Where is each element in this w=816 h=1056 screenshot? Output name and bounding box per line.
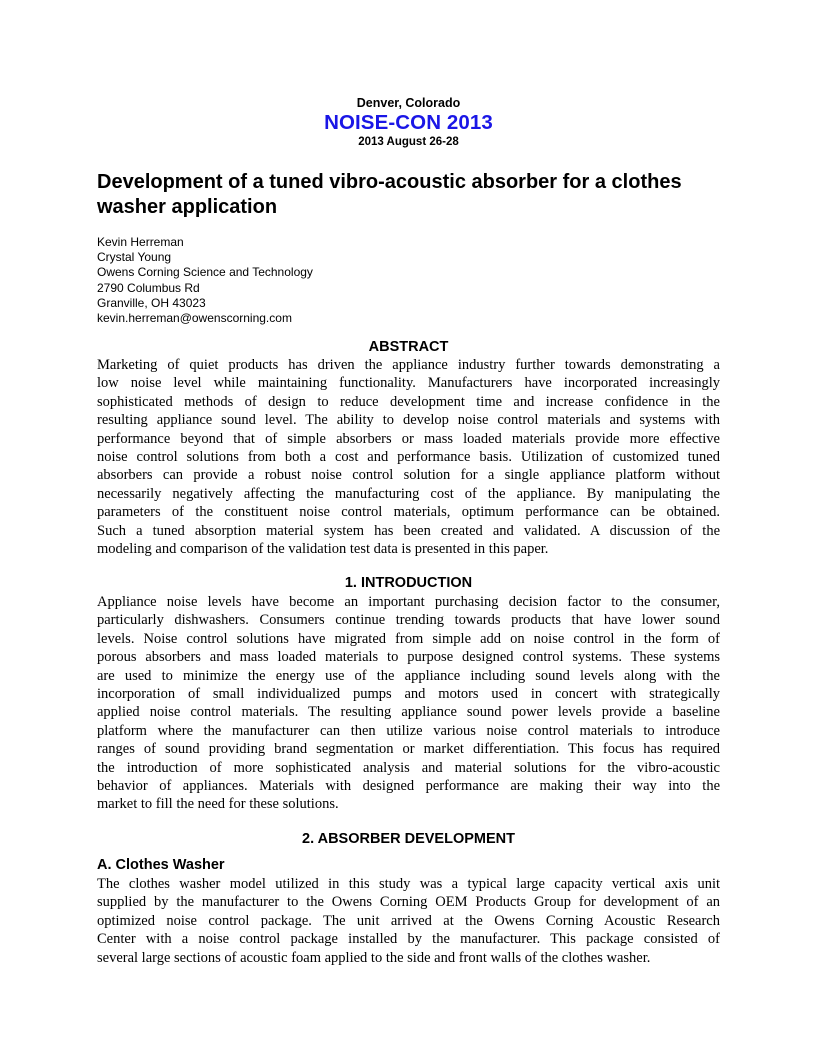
introduction-line: particularly dishwashers. Consumers continue trending towards products that have lower sound <box>97 612 720 629</box>
author-name: Kevin Herreman <box>97 235 184 249</box>
clothes-washer-line: several large sections of acoustic foam applied to the side and front walls of the clothes washer. <box>97 949 651 966</box>
introduction-line: behavior of appliances. Materials with designed performance are making their way into the <box>97 778 720 795</box>
paper-title-line: Development of a tuned vibro-acoustic absorber for a clothes <box>97 171 682 193</box>
author-email[interactable]: kevin.herreman@owenscorning.com <box>97 311 292 326</box>
abstract-line: noise control solutions from both a cost and performance basis. Utilization of customized tuned <box>97 449 720 466</box>
conference-dates: 2013 August 26-28 <box>358 136 459 148</box>
introduction-line: incorporation of small individualized pumps and motors used in concert with strategically <box>97 686 720 703</box>
introduction-line: applied noise control materials. The resulting appliance sound power levels provide a baseline <box>97 704 720 721</box>
clothes-washer-line: optimized noise control package. The unit arrived at the Owens Corning Acoustic Research <box>97 912 720 929</box>
introduction-line: market to fill the need for these solutions. <box>97 796 339 813</box>
clothes-washer-body <box>97 875 720 967</box>
abstract-line: Such a tuned absorption material system has been created and validated. A discussion of the <box>97 522 720 539</box>
introduction-line: the introduction of more sophisticated analysis and material solutions for the vibro-acoustic <box>97 759 720 776</box>
conference-name: NOISE-CON 2013 <box>324 111 493 134</box>
abstract-line: performance beyond that of simple absorbers or mass loaded materials provide more effective <box>97 430 720 447</box>
clothes-washer-subheading: A. Clothes Washer <box>97 857 225 873</box>
abstract-line: sophisticated methods of design to reduce development time and increase confidence in the <box>97 393 720 410</box>
introduction-line: levels. Noise control solutions have migrated from simple add on noise control in the form of <box>97 630 720 647</box>
author-address-street: 2790 Columbus Rd <box>97 280 200 295</box>
abstract-line: low noise level while maintaining functionality. Manufacturers have incorporated increasingly <box>97 375 720 392</box>
conference-location: Denver, Colorado <box>356 96 461 110</box>
introduction-heading: 1. INTRODUCTION <box>344 575 473 591</box>
clothes-washer-line: supplied by the manufacturer to the Owens Corning OEM Products Group for development of an <box>97 894 720 911</box>
introduction-line: ranges of sound providing brand segmentation or market differentiation. This focus has required <box>97 741 720 758</box>
introduction-line: Appliance noise levels have become an important purchasing decision factor to the consumer, <box>97 594 720 610</box>
introduction-body <box>97 593 720 814</box>
abstract-line: absorbers can provide a robust noise control solution for a single appliance platform without <box>97 467 720 484</box>
abstract-body <box>97 356 720 558</box>
paper-title-line: washer application <box>97 196 278 218</box>
abstract-line: Marketing of quiet products has driven the appliance industry further towards demonstrating a <box>97 357 720 373</box>
abstract-line: resulting appliance sound level. The ability to develop noise control materials and systems with <box>97 412 720 429</box>
abstract-line: modeling and comparison of the validation test data is presented in this paper. <box>97 541 549 558</box>
introduction-line: platform where the manufacturer can then utilize various noise control materials to introduce <box>97 722 720 739</box>
clothes-washer-line: Center with a noise control package installed by the manufacturer. This package consisted of <box>97 931 720 948</box>
abstract-line: parameters of the constituent noise control materials, optimum performance can be obtained. <box>97 504 720 521</box>
introduction-line: are used to minimize the energy use of the appliance including sound levels along with the <box>97 667 720 684</box>
author-block <box>97 235 313 326</box>
abstract-line: necessarily negatively affecting the manufacturing cost of the appliance. By manipulating the <box>97 485 720 502</box>
clothes-washer-line: The clothes washer model utilized in this study was a typical large capacity vertical axis unit <box>97 876 720 892</box>
introduction-line: porous absorbers and mass loaded materials to purpose designed control systems. These systems <box>97 649 720 666</box>
abstract-heading: ABSTRACT <box>368 339 449 355</box>
absorber-development-heading: 2. ABSORBER DEVELOPMENT <box>302 831 515 847</box>
author-address-city: Granville, OH 43023 <box>97 295 206 310</box>
author-name: Crystal Young <box>97 250 172 265</box>
paper-title <box>97 170 727 220</box>
author-affiliation: Owens Corning Science and Technology <box>97 265 313 280</box>
